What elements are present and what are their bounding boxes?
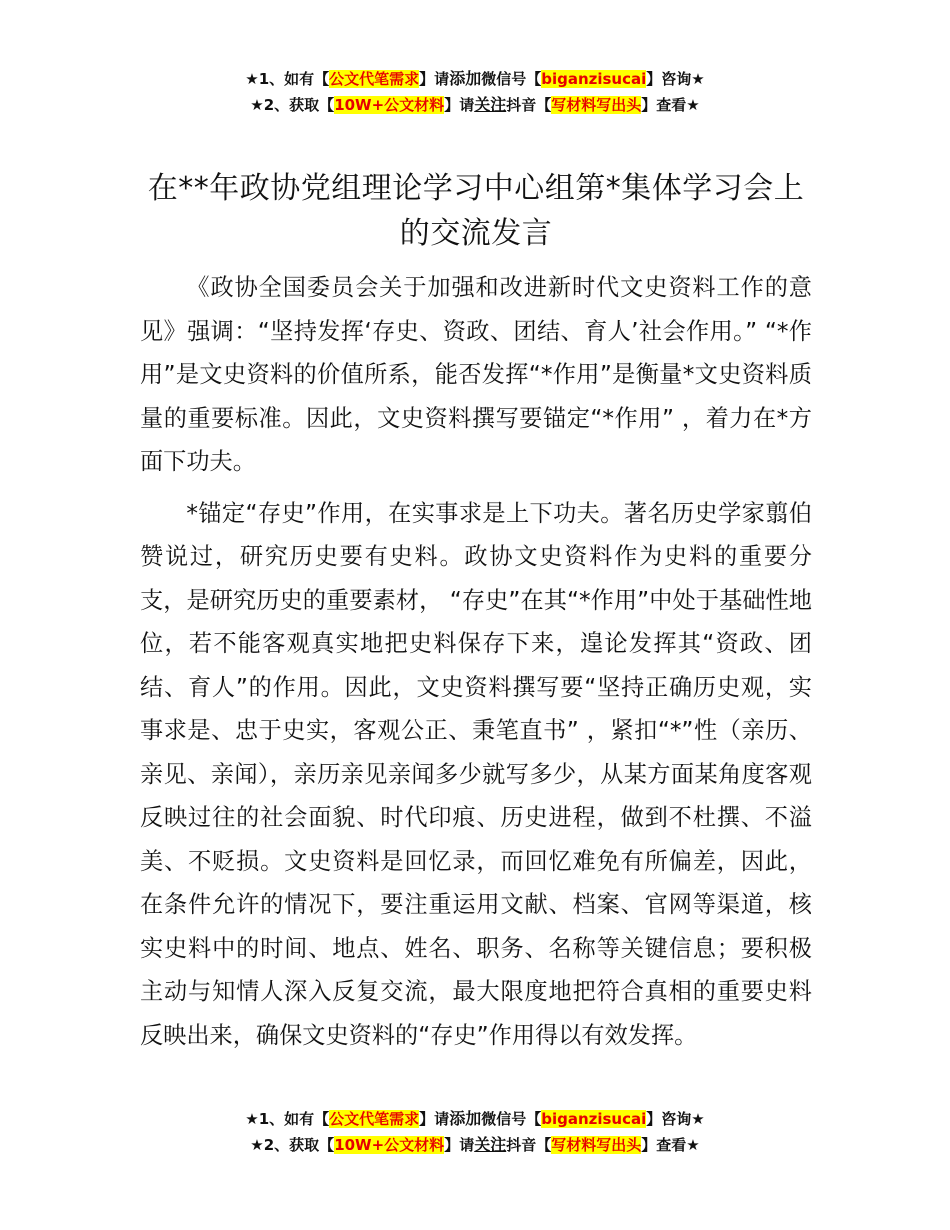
banner-text: 】请 xyxy=(444,1136,475,1154)
banner-text: ★2、获取【 xyxy=(250,1136,335,1154)
banner-emphasis: 关注 xyxy=(474,95,507,114)
banner-emphasis: 添加 xyxy=(449,1109,482,1128)
paragraph-section-1: *锚定“存史”作用，在实事求是上下功夫。著名历史学家翦伯赞说过，研究历史要有史料。政协文史资料作为史料的重要分支，是研究历史的重要素材， “存史”在其“*作用”中处于基础性地位，若不能客观真实地把史料保存下来，遑论发挥其“资政、团结、育人”的作用。因此，文史资料撰写要“坚持正确历史观，实事求是、忠于史实，客观公正、秉笔直书” ，紧扣“*”性（亲历、亲见、亲闻），亲历亲见亲闻多少就写多少，从某方面某角度客观反映过往的社会面貌、时代印痕、历史进程，做到不杜撰、不溢美、不贬损。文史资料是回忆录，而回忆难免有所偏差，因此，在条件允许的情况下，要注重运用文献、档案、官网等渠道，核实史料中的时间、地点、姓名、职务、名称等关键信息；要积极主动与知情人深入反复交流，最大限度地把符合真相的重要史料反映出来，确保文史资料的“存史”作用得以有效发挥。 xyxy=(140,499,812,1049)
banner-text: 微信号【 xyxy=(481,1110,542,1128)
banner-text: ★2、获取【 xyxy=(250,96,335,114)
highlight-service: 公文代笔需求 xyxy=(329,1110,420,1128)
highlight-materials: 10W+公文材料 xyxy=(334,1136,445,1154)
banner-text: 】请 xyxy=(419,1110,450,1128)
banner-emphasis: 添加 xyxy=(449,69,482,88)
banner-text: 微信号【 xyxy=(481,70,542,88)
banner-text: 】咨询★ xyxy=(646,70,705,88)
highlight-douyin-account: 写材料写出头 xyxy=(551,96,642,114)
banner-text: 】请 xyxy=(444,96,475,114)
banner-text: 】请 xyxy=(419,70,450,88)
banner-text: ★1、如有【 xyxy=(245,70,330,88)
header-banner xyxy=(0,66,950,118)
banner-emphasis: 关注 xyxy=(474,1135,507,1154)
banner-text: ★1、如有【 xyxy=(245,1110,330,1128)
banner-text: 】查看★ xyxy=(641,1136,700,1154)
highlight-douyin-account: 写材料写出头 xyxy=(551,1136,642,1154)
banner-text: 】查看★ xyxy=(641,96,700,114)
document-body xyxy=(140,266,812,1065)
document-title: 在**年政协党组理论学习中心组第*集体学习会上的交流发言 xyxy=(147,171,805,251)
highlight-materials: 10W+公文材料 xyxy=(334,96,445,114)
banner-text: 】咨询★ xyxy=(646,1110,705,1128)
banner-line-1 xyxy=(0,66,950,92)
banner-text: 抖音【 xyxy=(506,96,552,114)
banner-text: 抖音【 xyxy=(506,1136,552,1154)
banner-line-2 xyxy=(0,1132,950,1158)
highlight-wechat-id: biganzisucai xyxy=(541,1110,647,1128)
footer-banner xyxy=(0,1106,950,1158)
paragraph-intro: 《政协全国委员会关于加强和改进新时代文史资料工作的意见》强调：“坚持发挥‘存史、资政、团结、育人’社会作用。” “*作用”是文史资料的价值所系，能否发挥“*作用”是衡量*文史资料质量的重要标准。因此，文史资料撰写要锚定“*作用” ，着力在*方面下功夫。 xyxy=(140,274,812,475)
highlight-wechat-id: biganzisucai xyxy=(541,70,647,88)
banner-line-1 xyxy=(0,1106,950,1132)
banner-line-2 xyxy=(0,92,950,118)
highlight-service: 公文代笔需求 xyxy=(329,70,420,88)
